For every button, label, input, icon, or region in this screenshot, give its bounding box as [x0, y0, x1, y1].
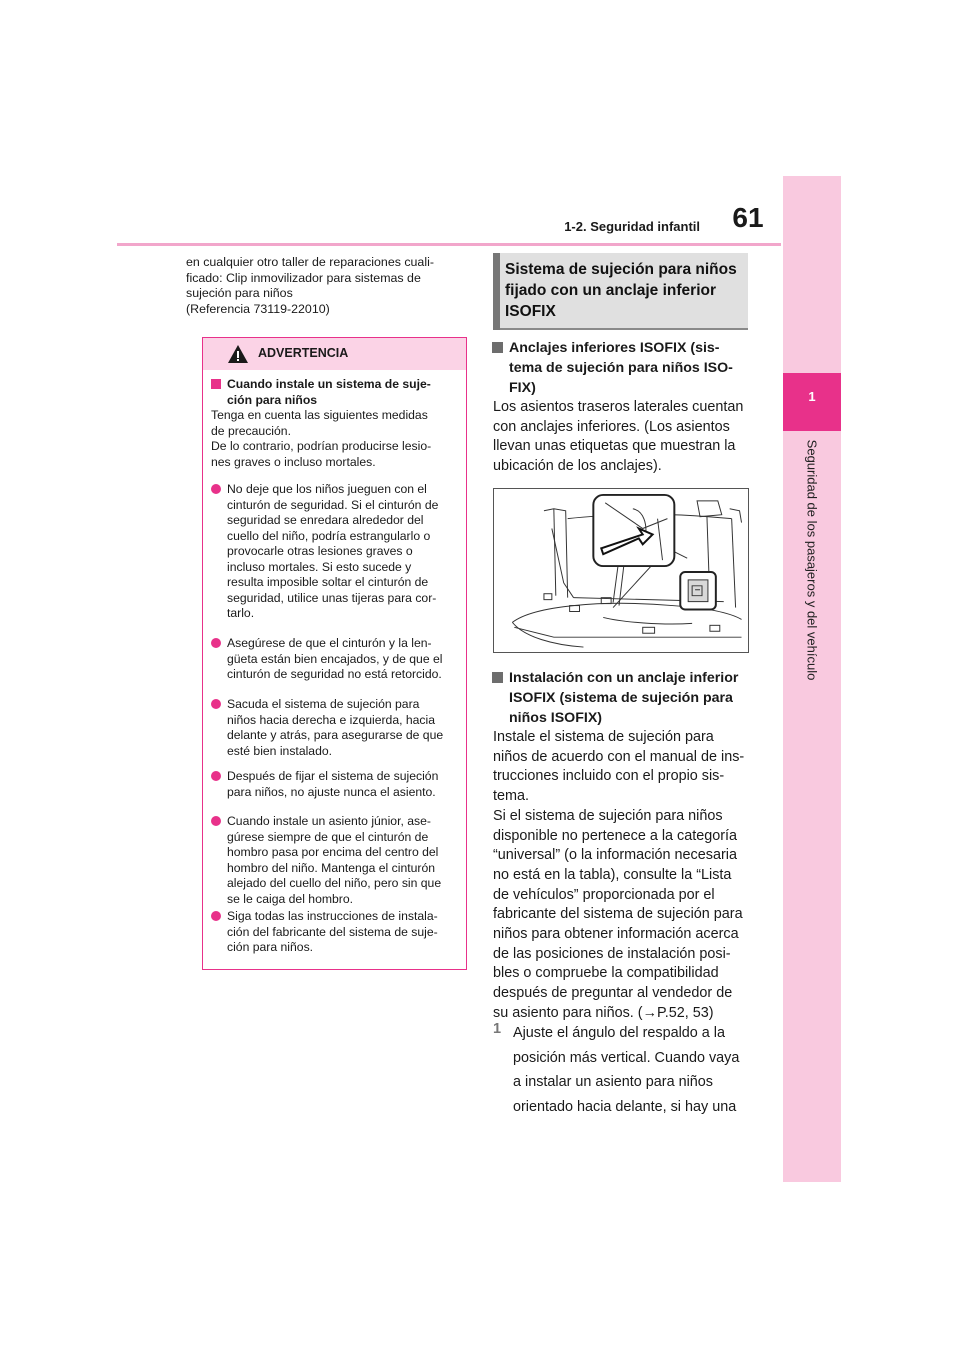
bullet-dot-icon: [211, 484, 221, 494]
section-ribbon-title: [505, 259, 750, 322]
step-text: [513, 1021, 753, 1120]
bullet-dot-icon: [211, 911, 221, 921]
isofix-anchor-illustration: [493, 488, 749, 653]
paragraph-line: “universal” (o la información necesaria: [493, 847, 737, 864]
step-line: a instalar un asiento para niños: [513, 1074, 714, 1091]
warning-bullet-line: cinturón de seguridad. Si el cinturón de: [227, 497, 439, 512]
paragraph-line: Si el sistema de sujeción para niños: [493, 807, 723, 824]
warning-heading-line: Cuando instale un sistema de suje-: [227, 377, 431, 391]
warning-bullet-line: seguridad, utilice unas tijeras para cor-: [227, 590, 437, 605]
warning-bullet-line: Después de fijar el sistema de sujeción: [227, 769, 439, 783]
warning-bullet-line: hombro pasa por encima del centro del: [227, 845, 439, 859]
subheading-line: ISOFIX (sistema de sujeción para: [509, 690, 733, 706]
warning-bullet-line: niños hacia derecha e izquierda, hacia: [227, 712, 436, 727]
ribbon-line: ISOFIX: [505, 303, 556, 320]
bullet-dot-icon: [211, 699, 221, 709]
paragraph-line: después de preguntar al vendedor de: [493, 985, 733, 1002]
warning-bullet-line: resulta imposible soltar el cinturón de: [227, 575, 429, 589]
square-bullet-icon: [492, 342, 503, 353]
paragraph-line: llevan unas etiquetas que muestran la: [493, 438, 736, 455]
bullet-dot-icon: [211, 638, 221, 648]
warning-bullet: [211, 636, 463, 683]
warning-bullet-line: cuello del niño, podría estrangularlo o: [227, 528, 431, 543]
warning-bullet-line: No deje que los niños jueguen con el: [227, 482, 427, 496]
paragraph-line: de vehículos” proporcionada por el: [493, 886, 715, 903]
warning-bullet-line: seguridad se enredara alrededor del: [227, 513, 424, 527]
warning-bullet-line: provocarle otras lesiones graves o: [227, 544, 413, 558]
bullet-dot-icon: [211, 816, 221, 826]
paragraph-line: tema.: [493, 788, 529, 805]
warning-bullet-line: esté bien instalado.: [227, 743, 333, 758]
warning-heading: [211, 377, 463, 408]
paragraph-line: su asiento para niños. (→P.52, 53): [493, 1004, 714, 1021]
warning-bullet-line: incluso mortales. Si esto sucede y: [227, 559, 412, 574]
subheading-line: Instalación con un anclaje inferior: [509, 670, 739, 686]
warning-bullet-line: Asegúrese de que el cinturón y la len-: [227, 636, 432, 650]
warning-bullet: [211, 814, 463, 907]
warning-intro-line: de precaución.: [211, 423, 291, 438]
warning-bullet: [211, 482, 463, 622]
warning-bullet: [211, 769, 463, 800]
paragraph-line: Los asientos traseros laterales cuentan: [493, 399, 744, 415]
warning-intro-line: De lo contrario, podrían producirse lesio-: [211, 439, 432, 453]
paragraph-line: no está en la tabla), consulte la “Lista: [493, 866, 732, 883]
ribbon-line: Sistema de sujeción para niños: [505, 261, 737, 278]
subheading-line: Anclajes inferiores ISOFIX (sis-: [509, 340, 720, 356]
paragraph-line: Instale el sistema de sujeción para: [493, 729, 714, 745]
warning-bullet-line: güeta están bien encajados, y de que el: [227, 651, 443, 666]
step-line: Ajuste el ángulo del respaldo a la: [513, 1025, 726, 1041]
warning-heading-line: ción para niños: [227, 392, 318, 407]
warning-bullet-line: gúrese siempre de que el cinturón de: [227, 829, 429, 844]
chapter-tab-number: 1: [808, 389, 816, 404]
intro-line: en cualquier otro taller de reparaciones cuali-: [186, 255, 434, 269]
warning-bullet-line: se le caiga del hombro.: [227, 891, 354, 906]
ribbon-line: fijado con un anclaje inferior: [505, 282, 717, 299]
page-number: 61: [732, 202, 764, 233]
subheading-isofix-installation: [492, 668, 750, 728]
warning-bullet: [211, 909, 463, 956]
paragraph-line: disponible no pertenece a la categoría: [493, 827, 738, 844]
warning-bullet: [211, 697, 463, 759]
warning-bullet-line: alejado del cuello del niño, pero sin que: [227, 876, 442, 890]
paragraph-line: fabricante del sistema de sujeción para: [493, 906, 743, 923]
square-bullet-icon: [492, 672, 503, 683]
paragraph-line: de las posiciones de instalación posi-: [493, 945, 731, 962]
warning-bullet-line: hombro del niño. Mantenga el cinturón: [227, 860, 435, 875]
warning-intro: [211, 408, 463, 470]
warning-bullet-line: Siga todas las instrucciones de instala-: [227, 909, 438, 923]
warning-bullet-line: para niños, no ajuste nunca el asiento.: [227, 784, 436, 799]
paragraph-line: bles o compruebe la compatibilidad: [493, 965, 719, 982]
paragraph-line: ubicación de los anclajes).: [493, 458, 662, 475]
section-ribbon-bar: [493, 253, 500, 330]
warning-triangle-icon: [227, 344, 249, 364]
warning-bullet-line: Cuando instale un asiento júnior, ase-: [227, 814, 431, 828]
subheading-line: tema de sujeción para niños ISO-: [509, 360, 733, 376]
paragraph-line: trucciones incluido con el propio sis-: [493, 768, 725, 785]
paragraph-installation: [493, 728, 755, 1024]
step-line: orientado hacia delante, si hay una: [513, 1099, 737, 1116]
warning-bullet-line: cinturón de seguridad no está retorcido.: [227, 667, 442, 681]
subheading-line: FIX): [509, 380, 536, 396]
warning-intro-line: nes graves o incluso mortales.: [211, 454, 376, 469]
intro-line: ficado: Clip inmovilizador para sistemas de: [186, 270, 421, 285]
square-bullet-icon: [211, 379, 221, 389]
header-rule: [117, 243, 781, 246]
subheading-line: niños ISOFIX): [509, 710, 603, 726]
paragraph-line: niños para obtener información acerca: [493, 926, 739, 943]
intro-line: (Referencia 73119-22010): [186, 301, 330, 316]
paragraph-anchors: [493, 398, 755, 477]
warning-title: ADVERTENCIA: [258, 346, 349, 360]
warning-bullet-line: ción para niños.: [227, 940, 314, 954]
warning-bullet-line: Sacuda el sistema de sujeción para: [227, 697, 420, 711]
bullet-dot-icon: [211, 771, 221, 781]
step-line: posición más vertical. Cuando vaya: [513, 1049, 740, 1066]
warning-bullet-line: ción del fabricante del sistema de suje-: [227, 924, 438, 939]
warning-intro-line: Tenga en cuenta las siguientes medidas: [211, 408, 428, 422]
paragraph-line: niños de acuerdo con el manual de ins-: [493, 748, 745, 765]
section-title: 1-2. Seguridad infantil: [564, 219, 700, 234]
warning-bullet-line: delante y atrás, para asegurarse de que: [227, 728, 444, 742]
step-number: 1: [493, 1021, 502, 1037]
intro-line: sujeción para niños: [186, 286, 293, 300]
subheading-isofix-anchors: [492, 338, 750, 398]
paragraph-line: con anclajes inferiores. (Los asientos: [493, 418, 730, 435]
chapter-side-label-text: Seguridad de los pasajeros y del vehículo: [804, 439, 820, 681]
intro-paragraph: [186, 255, 468, 317]
warning-bullet-line: tarlo.: [227, 606, 255, 620]
